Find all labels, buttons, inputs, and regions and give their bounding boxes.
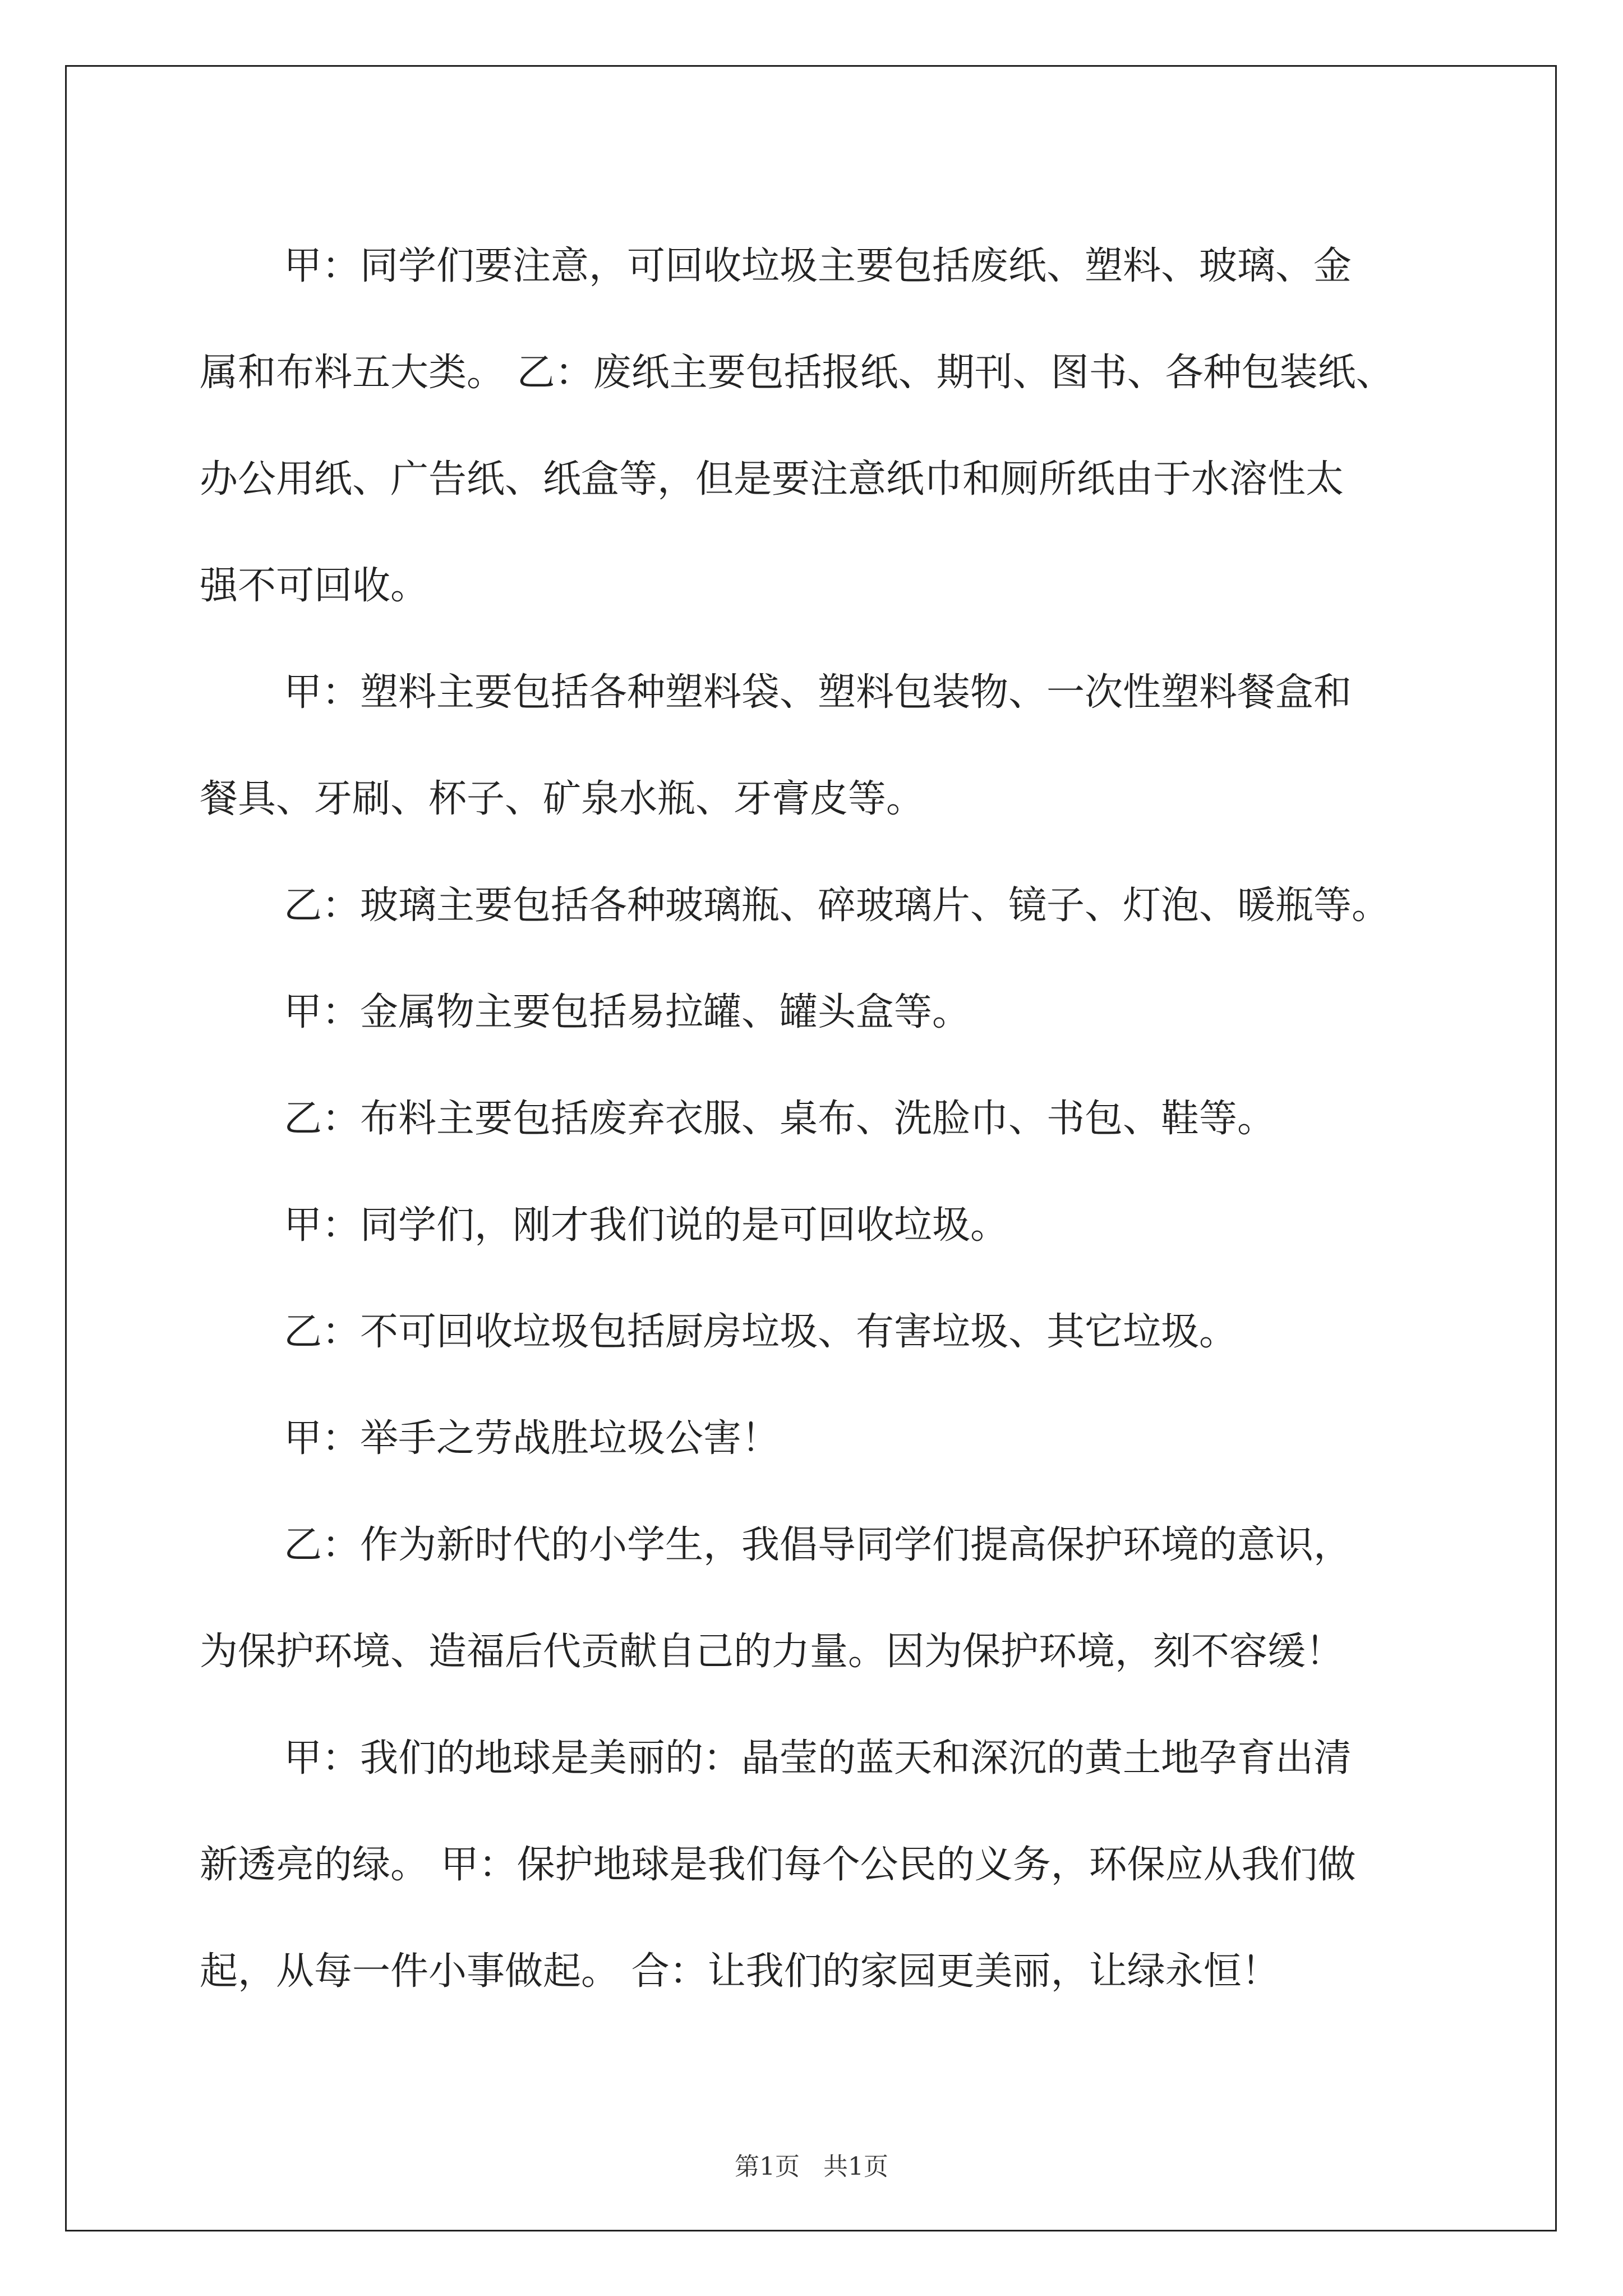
- text-line: 办公用纸、广告纸、纸盒等，但是要注意纸巾和厕所纸由于水溶性太: [200, 457, 1344, 501]
- paragraph-4: [200, 959, 1437, 1066]
- paragraph-8: [200, 1386, 1437, 1492]
- document-body: [200, 213, 1437, 2025]
- text-line: 甲：举手之劳战胜垃圾公害！: [284, 1416, 780, 1461]
- text-line: 乙：玻璃主要包括各种玻璃瓶、碎玻璃片、镜子、灯泡、暖瓶等。: [284, 884, 1390, 928]
- paragraph-1: [200, 213, 1437, 639]
- text-line: 属和布料五大类。 乙：废纸主要包括报纸、期刊、图书、各种包装纸、: [200, 351, 1394, 395]
- text-line: 甲：同学们，刚才我们说的是可回收垃圾。: [284, 1203, 1009, 1248]
- text-line: 甲：同学们要注意，可回收垃圾主要包括废纸、塑料、玻璃、金: [284, 244, 1352, 288]
- page-footer: [0, 2146, 1623, 2182]
- text-line: 乙：布料主要包括废弃衣服、桌布、洗脸巾、书包、鞋等。: [284, 1097, 1276, 1141]
- text-line: 甲：金属物主要包括易拉罐、罐头盒等。: [284, 990, 971, 1034]
- page-total: 共1页: [823, 2152, 888, 2181]
- text-line: 甲：我们的地球是美丽的：晶莹的蓝天和深沉的黄土地孕育出清: [284, 1736, 1352, 1780]
- text-line: 新透亮的绿。 甲：保护地球是我们每个公民的义务，环保应从我们做: [200, 1843, 1356, 1887]
- text-line: 强不可回收。: [200, 564, 429, 608]
- paragraph-5: [200, 1066, 1437, 1172]
- text-line: 起，从每一件小事做起。 合：让我们的家园更美丽，让绿永恒！: [200, 1949, 1280, 1994]
- paragraph-2: [200, 639, 1437, 853]
- text-line: 甲：塑料主要包括各种塑料袋、塑料包装物、一次性塑料餐盒和: [284, 670, 1352, 715]
- paragraph-6: [200, 1172, 1437, 1279]
- text-line: 乙：作为新时代的小学生，我倡导同学们提高保护环境的意识，: [284, 1523, 1352, 1567]
- paragraph-7: [200, 1279, 1437, 1386]
- page-number: 第1页: [735, 2152, 800, 2181]
- paragraph-10: [200, 1705, 1437, 2025]
- paragraph-9: [200, 1492, 1437, 1705]
- text-line: 乙：不可回收垃圾包括厨房垃圾、有害垃圾、其它垃圾。: [284, 1310, 1238, 1354]
- paragraph-3: [200, 853, 1437, 959]
- text-line: 餐具、牙刷、杯子、矿泉水瓶、牙膏皮等。: [200, 777, 925, 821]
- text-line: 为保护环境、造福后代贡献自己的力量。因为保护环境，刻不容缓！: [200, 1630, 1344, 1674]
